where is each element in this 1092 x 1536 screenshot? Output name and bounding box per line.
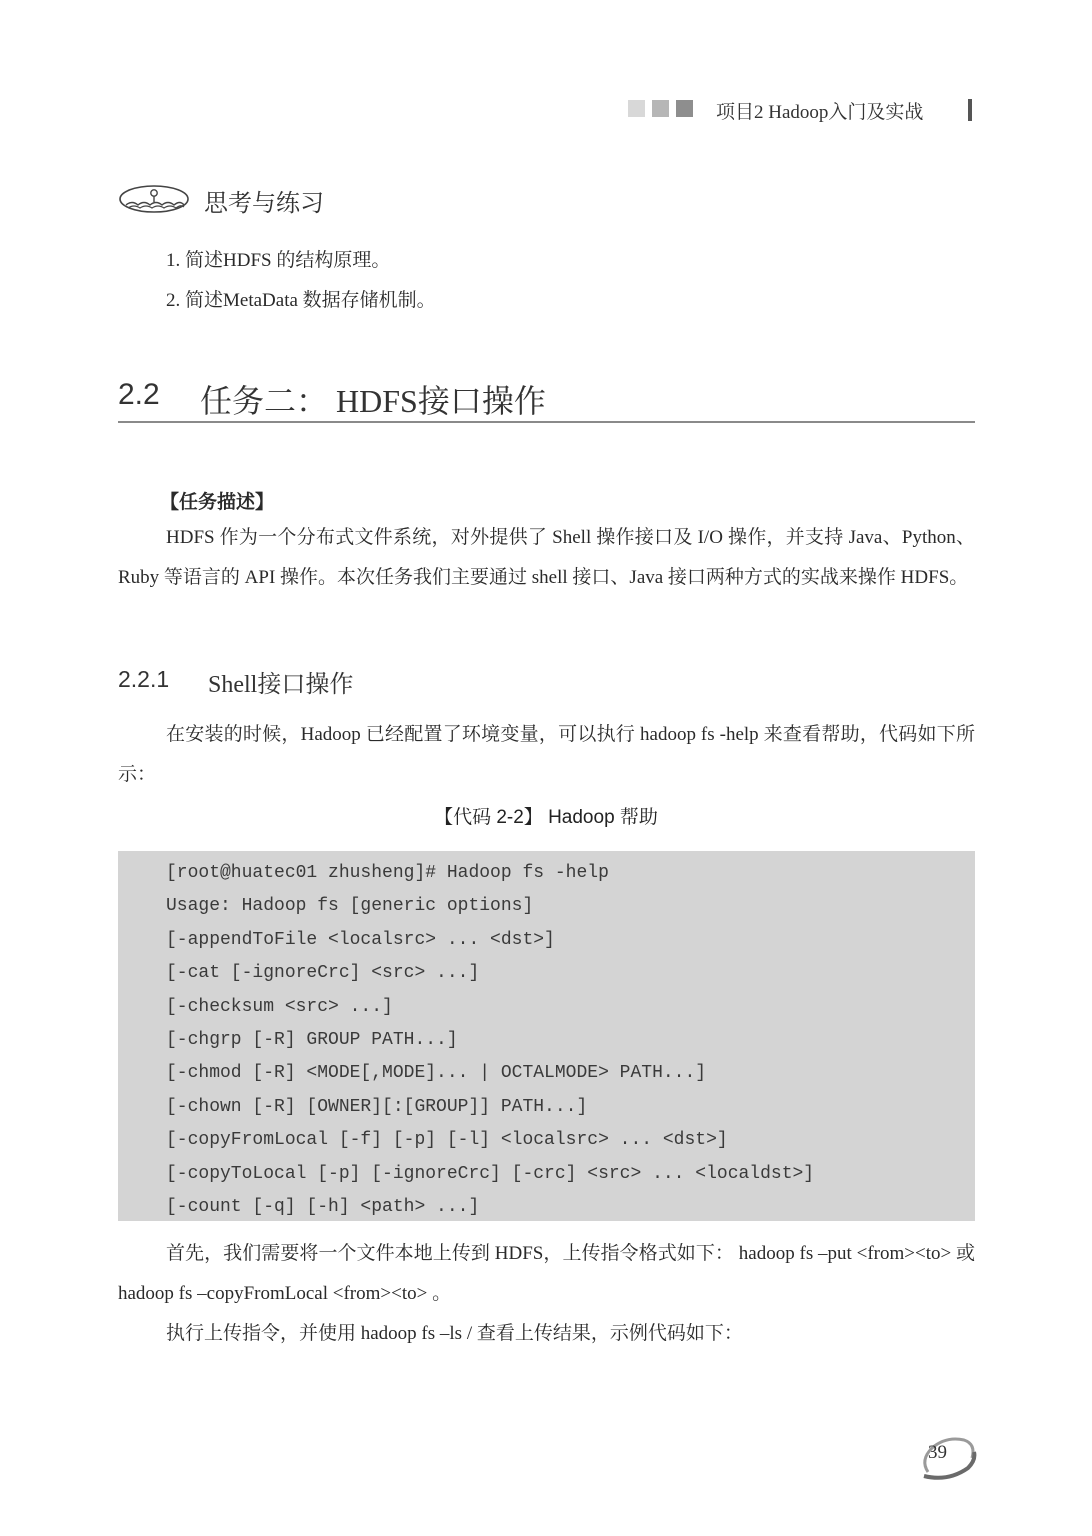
- subsection-number: 2.2.1: [118, 666, 170, 692]
- running-header-title: 项目2 Hadoop入门及实战: [716, 102, 924, 123]
- subsection-title: Shell接口操作: [208, 672, 354, 698]
- header-decor-squares: [628, 100, 693, 117]
- code-line: [root@huatec01 zhusheng]# Hadoop fs -help: [166, 863, 609, 883]
- code-line: Usage: Hadoop fs [generic options]: [166, 896, 534, 917]
- code-line: [-chown [-R] [OWNER][:[GROUP]] PATH...]: [166, 1096, 588, 1117]
- code-line: [-chmod [-R] <MODE[,MODE]... | OCTALMODE> PATH...]: [166, 1063, 707, 1084]
- header-bar: [968, 99, 972, 121]
- code-line: [-copyToLocal [-p] [-ignoreCrc] [-crc] <src> ... <localdst>]: [166, 1163, 815, 1184]
- code-block: [118, 851, 975, 1221]
- page-number-swirl-icon: [918, 1432, 978, 1482]
- header-square: [676, 100, 693, 117]
- section-title: 任务二： HDFS接口操作: [200, 383, 546, 419]
- section-number: 2.2: [118, 378, 160, 411]
- intro-paragraph: 在安装的时候，Hadoop 已经配置了环境变量，可以执行 hadoop fs -help 来查看帮助，代码如下所示：: [118, 724, 975, 785]
- code-line: [-copyFromLocal [-f] [-p] [-l] <localsrc> ... <dst>]: [166, 1130, 728, 1151]
- task-paragraph: HDFS 作为一个分布式文件系统，对外提供了 Shell 操作接口及 I/O 操作，并支持 Java、Python、Ruby 等语言的 API 操作。本次任务我们主要通过 shell 接口、Java 接口两种方式的实战来操作 HDFS。: [118, 527, 975, 588]
- section-divider: [118, 421, 975, 423]
- code-line: [-appendToFile <localsrc> ... <dst>]: [166, 929, 555, 950]
- book-stack-icon: [118, 183, 190, 215]
- header-square: [628, 100, 645, 117]
- code-line: [-cat [-ignoreCrc] <src> ...]: [166, 963, 480, 984]
- code-line: [-chgrp [-R] GROUP PATH...]: [166, 1029, 458, 1050]
- upload-example-paragraph: 执行上传指令，并使用 hadoop fs –ls / 查看上传结果，示例代码如下：: [166, 1323, 743, 1344]
- question-item: 2. 简述MetaData 数据存储机制。: [166, 290, 436, 311]
- question-item: 1. 简述HDFS 的结构原理。: [166, 250, 391, 271]
- upload-paragraph: 首先，我们需要将一个文件本地上传到 HDFS，上传指令格式如下： hadoop fs –put <from><to> 或 hadoop fs –copyFromLocal <from><to> 。: [118, 1243, 975, 1304]
- task-label: 【任务描述】: [160, 492, 275, 513]
- code-line: [-count [-q] [-h] <path> ...]: [166, 1196, 480, 1217]
- code-caption: 【代码 2-2】 Hadoop 帮助: [434, 807, 658, 828]
- header-square: [652, 100, 669, 117]
- think-practice-title: 思考与练习: [204, 191, 324, 217]
- page-number: 39: [928, 1442, 947, 1463]
- code-line: [-checksum <src> ...]: [166, 996, 393, 1017]
